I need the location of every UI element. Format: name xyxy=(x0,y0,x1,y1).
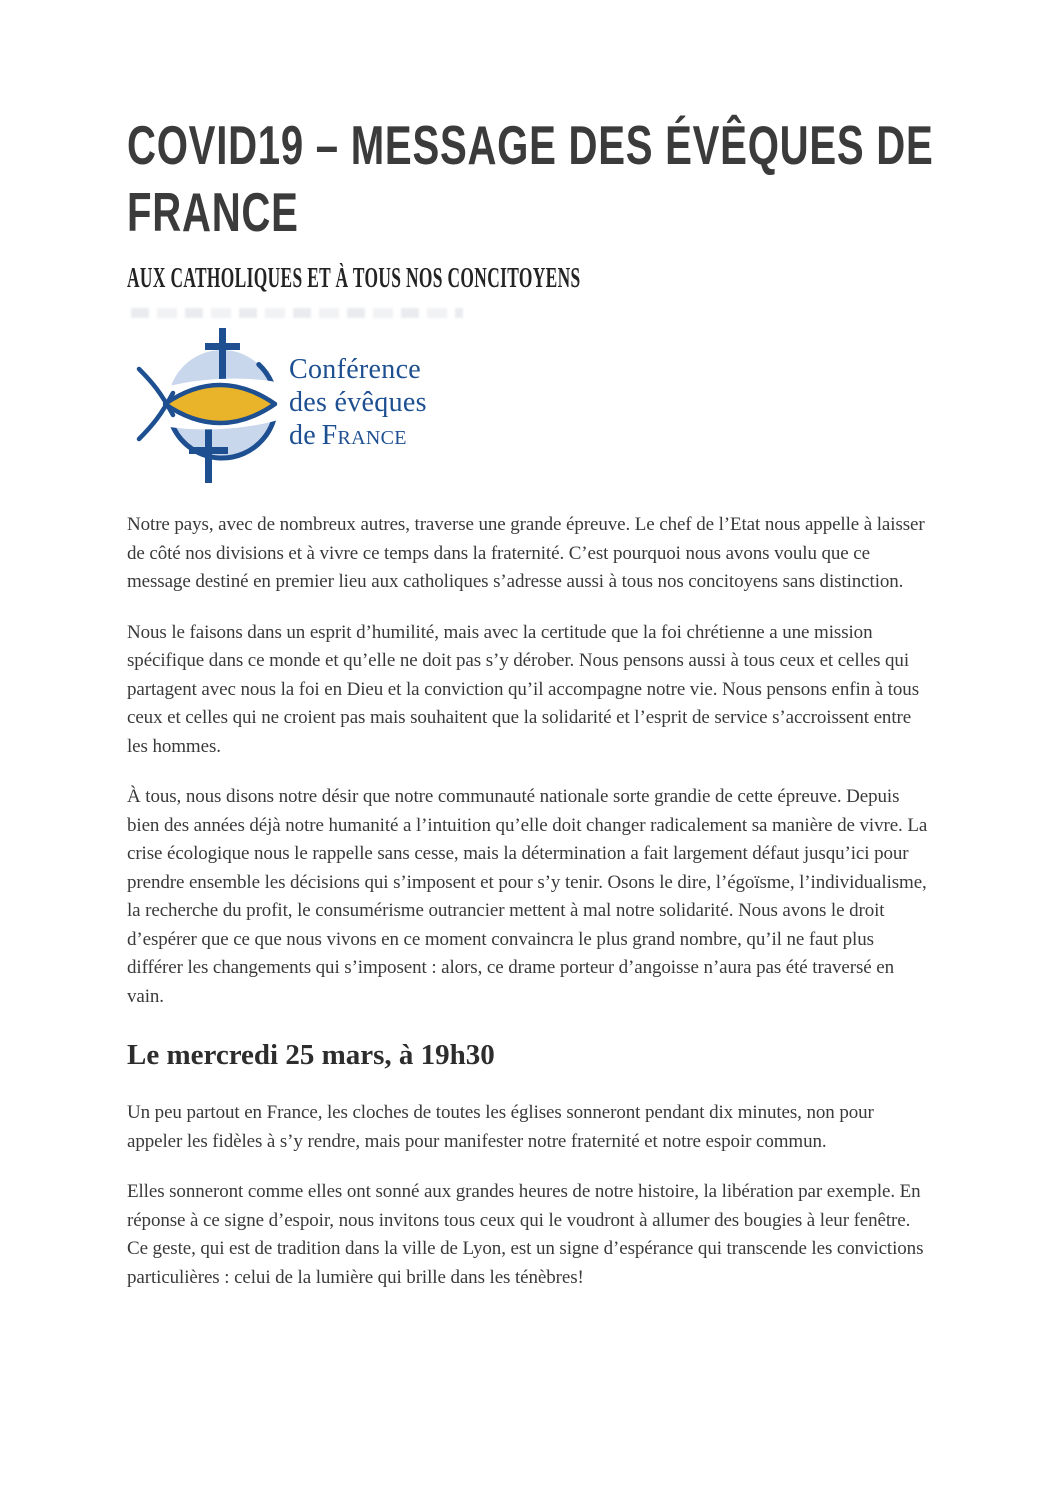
section-heading: Le mercredi 25 mars, à 19h30 xyxy=(127,1039,495,1071)
paragraph-section-2: Elles sonneront comme elles ont sonné aux grandes heures de notre histoire, la libération par exemple. En réponse à ce signe d’espoir, nous invitons tous ceux qui le voudront à allumer des bougies à leur fenêtre. Ce geste, qui est de tradition dans la ville de Lyon, est un signe d’espérance qui transcende les convictions particulières : celui de la lumière qui brille dans les ténèbres! xyxy=(127,1181,924,1288)
cef-emblem-icon xyxy=(127,321,287,489)
logo-text-line-3 xyxy=(289,419,427,452)
paragraph-section-1: Un peu partout en France, les cloches de toutes les églises sonneront pendant dix minutes, non pour appeler les fidèles à s’y rendre, mais pour manifester notre fraternité et notre espoir commun. xyxy=(127,1102,874,1152)
page-title xyxy=(127,112,938,246)
page-title-line-2: FRANCE xyxy=(127,181,299,243)
logo-text-france: France xyxy=(321,420,407,451)
article-body xyxy=(127,511,938,1292)
paragraph-intro-3: À tous, nous disons notre désir que notre communauté nationale sorte grandie de cette épreuve. Depuis bien des années déjà notre humanité a l’intuition qu’elle doit changer radicalement sa manière de vivre. La crise écologique nous le rappelle sans cesse, mais la détermination a fait largement défaut jusqu’ici pour prendre ensemble les décisions qui s’imposent et pour s’y tenir. Osons le dire, l’égoïsme, l’individualisme, la recherche du profit, le consumérisme outrancier mettent à mal notre solidarité. Nous avons le droit d’espérer que ce que nous vivons en ce moment convaincra le plus grand nombre, qu’il ne faut plus différer les changements qui s’imposent : alors, ce drame porteur d’angoisse n’aura pas été traversé en vain. xyxy=(127,786,928,1007)
paragraph-intro-1: Notre pays, avec de nombreux autres, traverse une grande épreuve. Le chef de l’Etat nous appelle à laisser de côté nos divisions et à vivre ce temps dans la fraternité. C’est pourquoi nous avons voulu que ce message destiné en premier lieu aux catholiques s’adresse aussi à tous nos concitoyens sans distinction. xyxy=(127,514,925,592)
logo-text-line-2: des évêques xyxy=(289,387,427,418)
logo-wordmark xyxy=(289,353,427,452)
page-title-line-1: COVID19 – MESSAGE DES ÉVÊQUES DE xyxy=(127,114,934,176)
cef-logo xyxy=(127,308,938,489)
paragraph-intro-2: Nous le faisons dans un esprit d’humilité, mais avec la certitude que la foi chrétienne a une mission spécifique dans ce monde et qu’elle ne doit pas s’y dérober. Nous pensons aussi à tous ceux et celles qui partagent avec nous la foi en Dieu et la conviction qu’il accompagne notre vie. Nous pensons enfin à tous ceux et celles qui ne croient pas mais souhaitent que la solidarité et l’esprit de service s’accroissent entre les hommes. xyxy=(127,621,920,757)
logo-text-de: de xyxy=(289,420,317,451)
logo-artifact xyxy=(131,308,463,318)
subtitle xyxy=(127,262,938,296)
subtitle-text: AUX CATHOLIQUES ET À TOUS NOS CONCITOYENS xyxy=(127,263,581,294)
logo-text-line-1: Conférence xyxy=(289,354,422,385)
